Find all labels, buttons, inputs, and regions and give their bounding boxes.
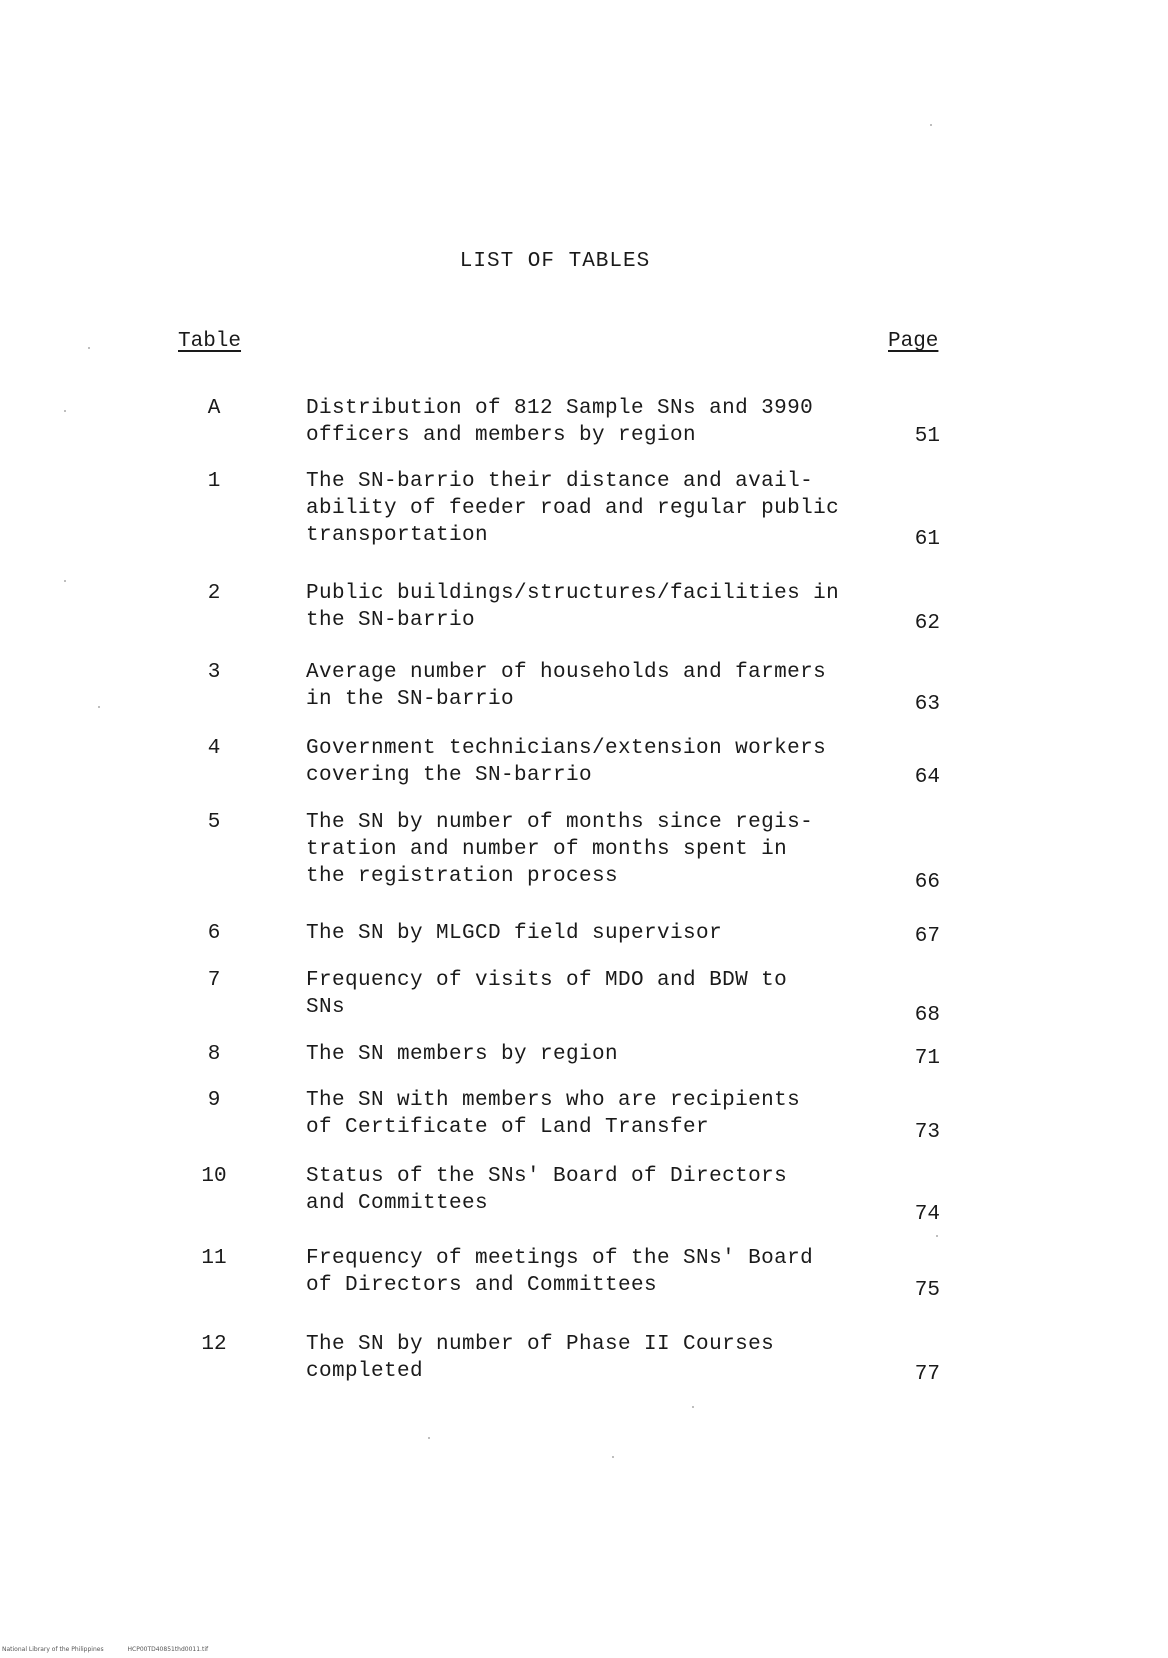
scan-speck [88, 347, 90, 349]
scan-speck [936, 1235, 938, 1237]
entry-description: The SN by MLGCD field supervisor [306, 922, 723, 945]
entry-page: 75 [914, 1279, 940, 1302]
entry-number: 7 [207, 969, 221, 992]
entry-number: 4 [207, 737, 221, 760]
entry-description: Status of the SNs' Board of Directors and Committees [306, 1165, 788, 1215]
entry-description: The SN-barrio their distance and avail- ability of feeder road and regular public transportation [306, 470, 840, 547]
table-column-header: Table [178, 330, 242, 353]
entry-description: Government technicians/extension workers covering the SN-barrio [306, 737, 827, 787]
scan-speck [692, 1406, 694, 1408]
entry-number: 5 [207, 811, 221, 834]
entry-number: 9 [207, 1089, 221, 1112]
entry-number: 12 [201, 1333, 227, 1356]
entry-page: 62 [914, 612, 940, 635]
entry-number: 8 [207, 1043, 221, 1066]
entry-page: 67 [914, 925, 940, 948]
entry-description: Distribution of 812 Sample SNs and 3990 officers and members by region [306, 397, 814, 447]
entry-number: 2 [207, 582, 221, 605]
entry-page: 51 [914, 425, 940, 448]
entry-page: 73 [914, 1121, 940, 1144]
entry-description: The SN members by region [306, 1043, 619, 1066]
entry-page: 74 [914, 1203, 940, 1226]
footer-file: HCP00TD40851thd0011.tif [127, 1646, 209, 1653]
page-column-header: Page [888, 330, 939, 353]
entry-page: 66 [914, 871, 940, 894]
entry-number: 6 [207, 922, 221, 945]
entry-number: A [207, 397, 221, 420]
entry-description: Frequency of visits of MDO and BDW to SNs [306, 969, 788, 1019]
entry-description: Average number of households and farmers in the SN-barrio [306, 661, 827, 711]
scan-speck [64, 580, 66, 582]
scan-footer [2, 1646, 230, 1653]
entry-page: 64 [914, 766, 940, 789]
entry-number: 3 [207, 661, 221, 684]
entry-description: Frequency of meetings of the SNs' Board of Directors and Committees [306, 1247, 814, 1297]
scan-speck [612, 1456, 614, 1458]
entry-page: 63 [914, 693, 940, 716]
entry-description: Public buildings/structures/facilities in the SN-barrio [306, 582, 840, 632]
scan-speck [98, 706, 100, 708]
scan-speck [428, 1437, 430, 1439]
entry-description: The SN with members who are recipients of Certificate of Land Transfer [306, 1089, 801, 1139]
entry-page: 61 [914, 528, 940, 551]
entry-description: The SN by number of months since regis- tration and number of months spent in the registration process [306, 811, 814, 888]
scan-speck [930, 124, 932, 126]
scan-speck [64, 410, 66, 412]
footer-library: National Library of the Philippines [2, 1646, 104, 1653]
entry-number: 11 [201, 1247, 227, 1270]
page-title: LIST OF TABLES [459, 250, 651, 273]
entry-number: 1 [207, 470, 221, 493]
entry-number: 10 [201, 1165, 227, 1188]
entry-page: 68 [914, 1004, 940, 1027]
entry-page: 71 [914, 1047, 940, 1070]
entry-page: 77 [914, 1363, 940, 1386]
entry-description: The SN by number of Phase II Courses completed [306, 1333, 775, 1383]
